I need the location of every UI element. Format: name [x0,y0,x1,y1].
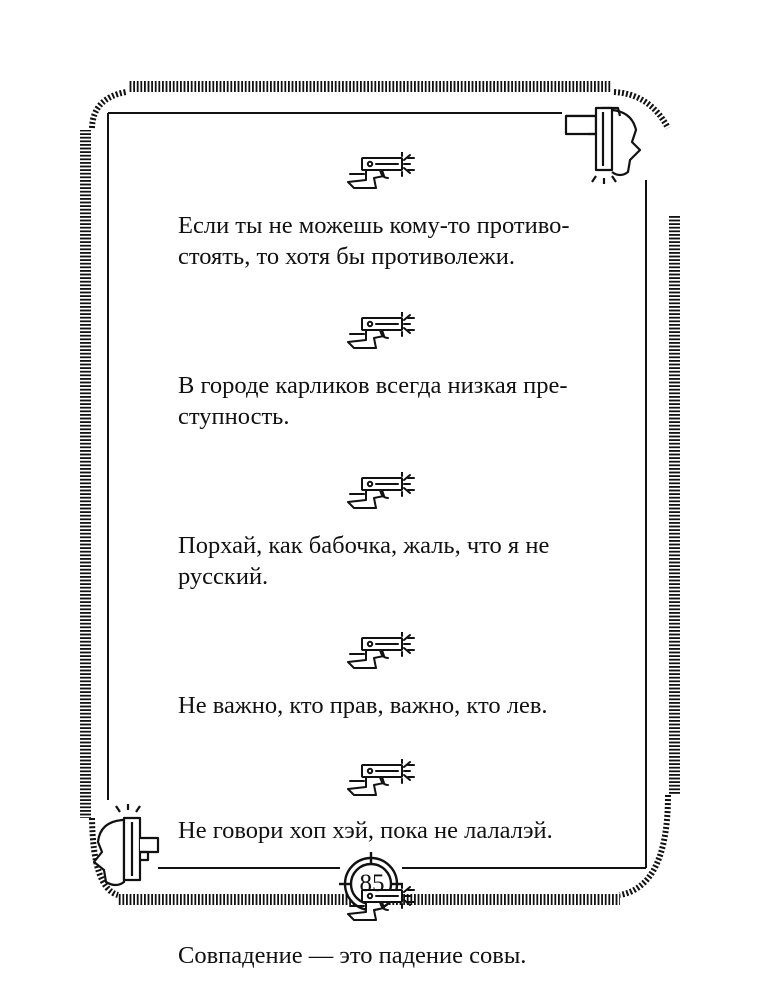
aphorism-line: ступность. [178,403,290,430]
aphorism-line: Порхай, как бабочка, жаль, что я не [178,532,550,559]
aphorism-block [178,312,588,432]
aphorism-line: Не важно, кто прав, важно, кто лев. [178,692,548,719]
aphorism-line: Совпадение — это падение совы. [178,942,527,969]
pistol-icon [344,632,422,676]
pistol-icon [344,759,422,803]
aphorism-line: Если ты не можешь кому-то противо- [178,212,570,239]
aphorism-block [178,472,588,592]
aphorism-line: Не говори хоп хэй, пока не лалалэй. [178,817,553,844]
aphorism-line: стоять, то хотя бы противолежи. [178,243,515,270]
aphorism-line: русский. [178,563,269,590]
gunman-head-icon-bottom-left [94,804,158,885]
pistol-icon [344,472,422,516]
aphorism-block [178,152,588,272]
aphorism-line: В городе карликов всегда низкая пре- [178,372,568,399]
aphorism-block [178,759,588,846]
pistol-icon [344,152,422,196]
pistol-icon [344,312,422,356]
aphorism-block [178,632,588,721]
page-number: 85 [359,870,385,897]
aphorism-list [178,152,588,971]
